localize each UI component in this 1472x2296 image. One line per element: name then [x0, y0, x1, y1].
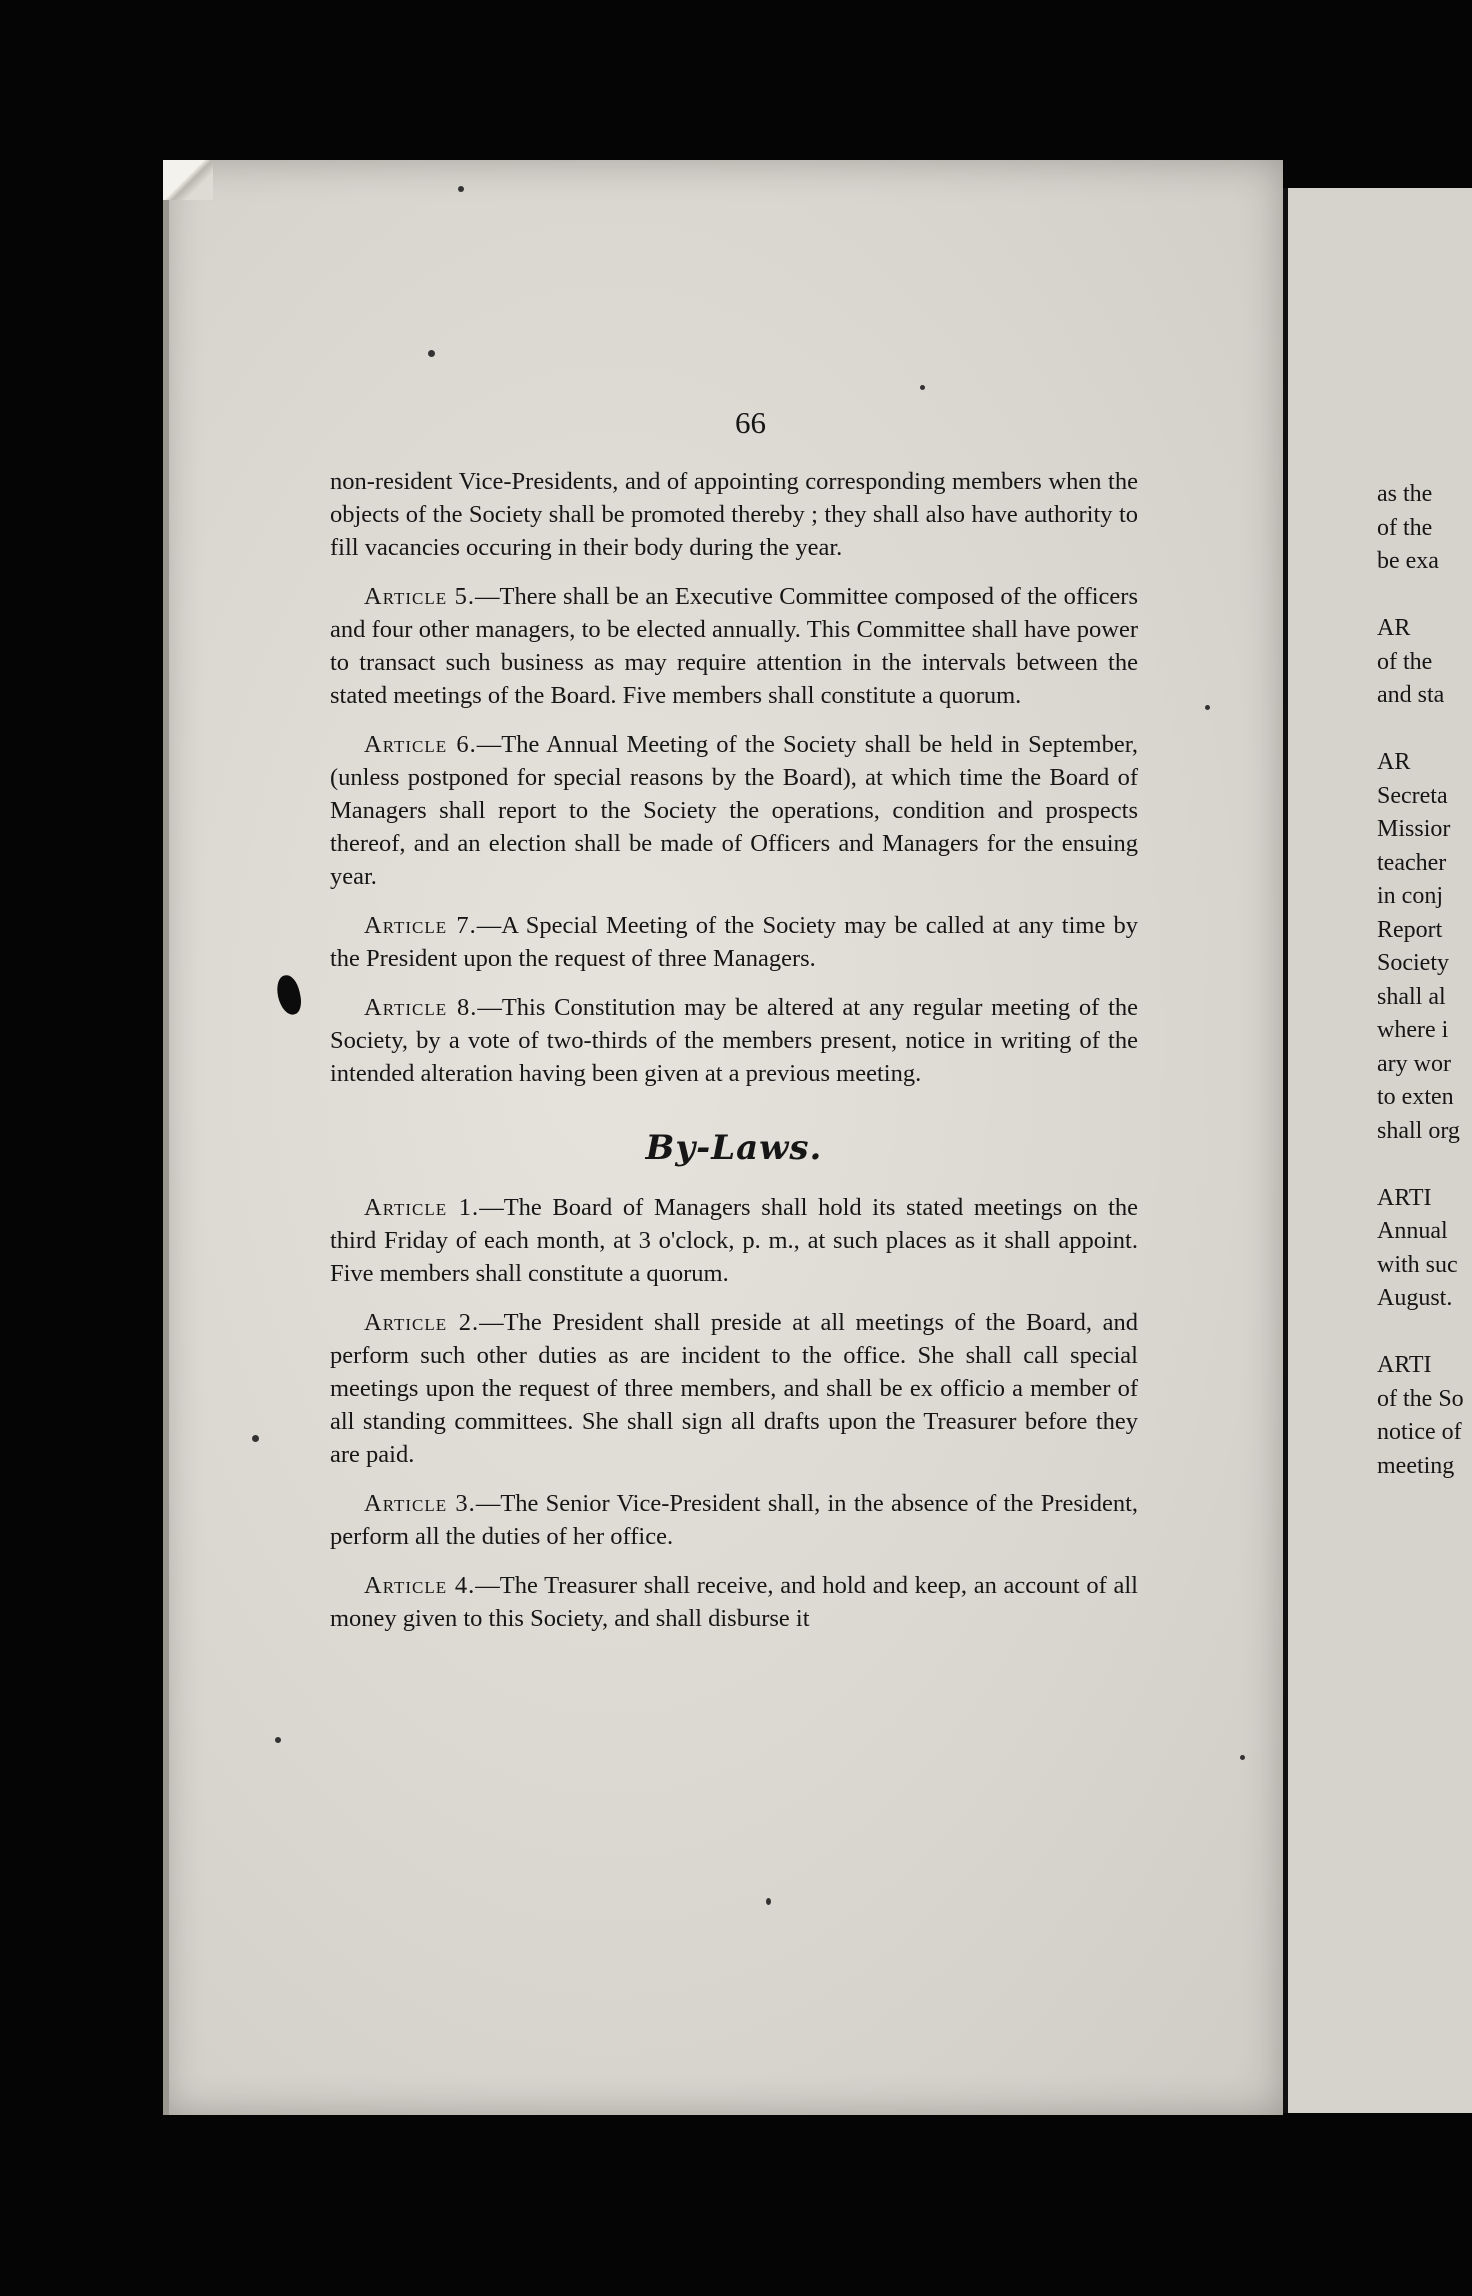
ink-speck — [275, 1737, 281, 1743]
right-page-line — [1377, 1316, 1464, 1350]
article-label: Article 7. — [364, 912, 477, 939]
article-7 — [330, 909, 1138, 975]
article-label: Article 3. — [364, 1490, 476, 1517]
ink-speck — [252, 1435, 259, 1442]
right-page-line: teacher — [1377, 849, 1447, 876]
page-number: 66 — [735, 405, 766, 440]
article-text: —The Board of Managers shall hold its stated meetings on the third Friday of each month, at 3 o'clock, p. m., at such places as it shall appoint. Five members shall constitute a quorum. — [330, 1194, 1139, 1287]
article-text: —The Annual Meeting of the Society shall be held in September, (unless postponed for special reasons by the Board), at which time the Board of Managers shall report to the Society the operations, condition and prospects thereof, and an election shall be made of Officers and Managers for the ensuing year. — [330, 731, 1138, 890]
ink-speck — [428, 350, 435, 357]
right-page-line: with suc — [1377, 1251, 1458, 1278]
ink-speck — [1240, 1755, 1245, 1760]
right-page-line: meeting — [1377, 1452, 1455, 1479]
bylaw-article-2 — [330, 1306, 1138, 1471]
article-text: —A Special Meeting of the Society may be called at any time by the President upon the request of three Managers. — [330, 912, 1138, 972]
article-label: Article 6. — [364, 731, 477, 758]
right-page-line: and sta — [1377, 682, 1445, 708]
right-page-line: Report — [1377, 916, 1443, 943]
right-page-line — [1377, 713, 1464, 747]
right-page-line: of the — [1377, 514, 1433, 541]
right-page-line: as the — [1377, 481, 1433, 507]
article-text: —There shall be an Executive Committee composed of the officers and four other managers, to be elected annually. This Committee shall have power to transact such business as may require attention in the intervals between the stated meetings of the Board. Five members shall constitute a quorum. — [330, 583, 1138, 709]
article-text: —The Senior Vice-President shall, in the absence of the President, perform all the duties of her office. — [330, 1490, 1138, 1550]
right-page-line: Annual — [1377, 1218, 1448, 1244]
article-text: —The President shall preside at all meetings of the Board, and perform such other duties as are incident to the office. She shall call special meetings upon the request of three members, and shall be ex officio a member of all standing committees. She shall sign all drafts upon the Treasurer before they are paid. — [330, 1309, 1138, 1468]
right-page-line: of the So — [1377, 1385, 1464, 1412]
right-page-line: AR — [1377, 749, 1411, 775]
right-page-line: shall org — [1377, 1117, 1460, 1144]
right-page-line: in conj — [1377, 883, 1443, 909]
right-page-line: Secreta — [1377, 782, 1448, 809]
right-page-line: ARTI — [1377, 1184, 1432, 1211]
bylaw-article-1 — [330, 1191, 1138, 1290]
ink-speck — [920, 385, 925, 390]
right-page-line: of the — [1377, 648, 1433, 675]
article-label: Article 8. — [364, 994, 478, 1021]
right-page-line: Society — [1377, 950, 1449, 976]
bylaws-heading: By-Laws. — [645, 1128, 823, 1168]
right-page-text — [1377, 478, 1464, 1483]
article-8 — [330, 991, 1138, 1090]
article-text: —The Treasurer shall receive, and hold and keep, an account of all money given to this Society, and shall disburse it — [330, 1572, 1138, 1632]
page-body — [330, 465, 1138, 1651]
page-corner-fold — [163, 160, 213, 200]
article-5 — [330, 580, 1138, 712]
bylaw-article-3 — [330, 1487, 1138, 1553]
article-label: Article 1. — [364, 1194, 480, 1221]
article-label: Article 5. — [364, 583, 475, 610]
right-page-line — [1377, 1148, 1464, 1182]
right-page-line: ary wor — [1377, 1050, 1451, 1077]
right-page-line: August. — [1377, 1285, 1453, 1311]
right-page-line — [1377, 579, 1464, 613]
right-page-line: shall al — [1377, 983, 1446, 1010]
right-page-line: AR — [1377, 615, 1411, 641]
right-page-line: to exten — [1377, 1084, 1454, 1110]
continued-paragraph: non-resident Vice-Presidents, and of appointing corresponding members when the objects of the Society shall be promoted thereby ; they shall also have authority to fill vacancies occuring in their body during the year. — [330, 468, 1138, 561]
ink-speck — [1205, 705, 1210, 710]
ink-speck — [458, 186, 464, 192]
article-text: —This Constitution may be altered at any regular meeting of the Society, by a vote of two-thirds of the members present, notice in writing of the intended alteration having been given at a previous meeting. — [330, 994, 1138, 1087]
page-edge — [163, 160, 169, 2115]
article-6 — [330, 728, 1138, 893]
article-label: Article 4. — [364, 1572, 476, 1599]
right-page-line: where i — [1377, 1017, 1449, 1043]
right-page-line: ARTI — [1377, 1352, 1432, 1378]
article-label: Article 2. — [364, 1309, 480, 1336]
ink-speck — [766, 1898, 771, 1905]
bylaw-article-4 — [330, 1569, 1138, 1635]
right-page-line: Missior — [1377, 816, 1451, 842]
right-page-line: be exa — [1377, 548, 1439, 574]
right-page-line: notice of — [1377, 1419, 1462, 1445]
